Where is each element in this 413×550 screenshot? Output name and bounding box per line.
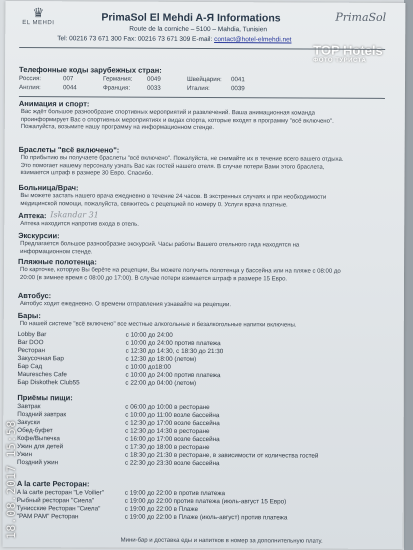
bracelets-title: Браслеты "всё включено": [18, 145, 120, 155]
restaurant-name: A la carte ресторан "Le Voilier" [16, 489, 104, 497]
hospital-title: Больница/Врач: [18, 183, 79, 193]
meal-hours: с 10:00 до 11:00 возле бассейна [125, 411, 220, 420]
alacarte-list [17, 489, 355, 523]
restaurant-name: Рыбный ресторан "Сиела" [16, 497, 95, 505]
bar-name: Бар Сад [17, 363, 43, 371]
page-title: PrimaSol El Mehdi A-Я Informations [101, 11, 281, 25]
bar-name: Bar DOO [17, 339, 44, 347]
hotel-address: Route de la corniche – 5100 – Mahdia, Tunisien [129, 25, 267, 34]
restaurant-name: "РАМ РАМ" Ресторан [16, 513, 79, 521]
meal-hours: с 16:00 до 17:00 возле бассейна [125, 435, 220, 444]
bar-hours: с 12:30 до 18:00 (летом) [125, 355, 197, 363]
country-code: 0039 [230, 85, 245, 93]
country-name: Россия: [19, 75, 42, 83]
animation-title: Анимация и спорт: [18, 99, 90, 109]
meal-hours: с 06:00 до 10:00 в ресторане [125, 403, 210, 412]
meal-name: Ужин для детей [17, 443, 64, 451]
country-name: Италия: [186, 84, 210, 93]
meal-name: Обед-буфет [17, 427, 53, 435]
restaurant-hours: с 19:00 до 22:00 в Плаже (июль-август) против платежа [124, 513, 288, 522]
country-name: Германия: [103, 75, 133, 83]
excursions-text: Предлагается большое разнообразие экскурсий. Часы работы Вашего отельного гида находятся на информационном стенде. [20, 241, 300, 256]
country-code: 0044 [62, 84, 77, 92]
restaurant-name: Тунисские Ресторан "Сиела" [16, 505, 101, 513]
bar-hours: с 10:00 до18:00 [125, 363, 171, 371]
watermark-brand: TOP Hotels [313, 42, 383, 58]
timestamp-text: 18.08.2017 15:58 [4, 420, 18, 539]
meal-name: Кофе/Выпечка [17, 435, 60, 443]
meal-hours: с 12:30 до 17:00 возле бассейна [125, 419, 220, 428]
list-item [17, 379, 345, 389]
pharmacy-text: Аптека находится напротив входа в отель. [20, 221, 139, 228]
bar-hours: с 12:30 до 14:30, с 18:30 до 21:30 [125, 347, 224, 356]
animation-text: Вас ждёт большое разнообразие спортивных мероприятий и развлечений. Ваша анимационная команда проинформирует Вас о спортивных мероприятиях и видах спорта, которые входят в программу "всё включено". Пожалуйста, возьмите нашу программу на информационном стенде. [20, 109, 334, 132]
excursions-title: Экскурсии: [18, 231, 60, 241]
country-code: 007 [63, 75, 74, 83]
meal-hours: с 18:30 до 21:30 в ресторане, в зависимости от количества гостей [125, 451, 319, 460]
bus-title: Автобус: [17, 291, 52, 301]
country-code: 0049 [147, 75, 161, 83]
meals-list [17, 403, 355, 469]
bar-name: Ресторан [17, 347, 45, 355]
bars-title: Бары: [17, 311, 41, 321]
country-code: 0033 [146, 84, 161, 92]
towels-title: Пляжные полотенца: [18, 257, 97, 267]
hospital-text: Вы можете застать нашего врача ежедневно в течение 24 часов. В экстренных случаях и при необходимости медицинской помощи, пожалуйста, свяжитесь с рецепцией по номеру 0. Услуги врача платные. [20, 193, 327, 209]
hotel-logo [21, 6, 55, 32]
meals-title: Приёмы пищи: [17, 393, 73, 403]
bar-hours: с 10:00 до 24:00 против платежа [125, 371, 221, 380]
crown-icon: ♛ [32, 5, 45, 21]
restaurant-hours: с 19:00 до 22:00 против платежа (июль-август 15 Евро) [124, 497, 287, 506]
alacarte-title: A la carte Ресторан: [16, 479, 90, 489]
handwritten-note: Iskandar 31 [50, 210, 99, 220]
meal-name: Поздний завтрак [17, 411, 67, 419]
contact-numbers: Tel: 00216 73 671 300 Fax: 00216 73 671 309 E-mail: [57, 35, 213, 44]
phone-row [19, 84, 349, 95]
primasol-logo: PrimaSol [335, 10, 387, 24]
pharmacy-title: Аптека: [18, 211, 47, 221]
photo-edge [404, 0, 413, 550]
restaurant-hours: с 19:00 до 22:00 в против платежа [124, 489, 225, 498]
list-item [17, 513, 355, 523]
footer-note: Мини-бар и доставка еды и напитков в номер за дополнительную плату. [120, 537, 323, 545]
bar-hours: с 10:00 до 24:00 против платежа [125, 339, 221, 348]
hotel-contact [57, 35, 291, 43]
bars-list [17, 331, 345, 389]
email-link[interactable]: contact@hotel-elmehdi.net [214, 36, 292, 44]
country-name: Швейцария: [187, 75, 222, 84]
phones-title: Телефонные коды зарубежных стран: [19, 65, 162, 75]
camera-timestamp [3, 386, 19, 546]
towels-text: По карточке, которую Вы берёте на рецепции, Вы можете получить полотенца у бассейна или на пляже с 08:00 до 20:00 (в зимнее время с 08:00 до 17:00). В случае потери взимается штраф в размере 15 Евро. [19, 267, 341, 283]
meal-name: Ужин [17, 451, 33, 459]
phone-codes-table [19, 75, 349, 95]
bracelets-text: По прибытию вы получаете браслеты "всё включено". Пожалуйста, не снимайте их в течение всего вашего отдыха. Это помогает нашему персоналу узнать Вас как гостей нашего отеля. В случае потери Вами этого браслета, взимается штраф в размере 30 Евро. Спасибо. [20, 155, 344, 177]
bars-intro: По нашей системе "всё включено" все местные алкогольные и безалкогольные напитки включены. [19, 321, 297, 329]
country-name: Англия: [18, 84, 41, 92]
country-code: 0041 [231, 76, 245, 84]
bus-text: Автобус ходит ежедневно. О времени отправления узнавайте на рецепции. [19, 301, 232, 309]
meal-hours: с 22:30 до 23:30 возле бассейна [124, 459, 220, 468]
meal-name: Поздний ужин [16, 459, 59, 467]
meal-name: Закуски [17, 419, 40, 427]
meal-hours: с 17:30 до 18:00 в ресторане [125, 443, 210, 452]
bar-hours: с 22:00 до 04:00 (летом) [125, 379, 197, 387]
meal-hours: с 12:30 до 14:30 в ресторане [125, 427, 210, 436]
tophotels-watermark [313, 43, 405, 64]
bar-name: Бар Diskothek Club55 [17, 379, 80, 387]
country-name: Франция: [102, 84, 131, 92]
meal-name: Завтрак [17, 403, 41, 411]
watermark-sub: ФОТО ТУРИСТА [313, 57, 367, 64]
bar-hours: с 10:00 до 24:00 [125, 331, 173, 339]
info-sheet [3, 1, 406, 549]
bar-name: Mauresches Cafe [17, 371, 67, 379]
restaurant-hours: с 19:00 до 22:00 в Плаже [124, 505, 199, 513]
bar-name: Закусочная Бар [17, 355, 64, 363]
list-item [17, 459, 355, 469]
bar-name: Lobby Bar [17, 331, 47, 339]
logo-text: EL MEHDI [22, 20, 55, 27]
